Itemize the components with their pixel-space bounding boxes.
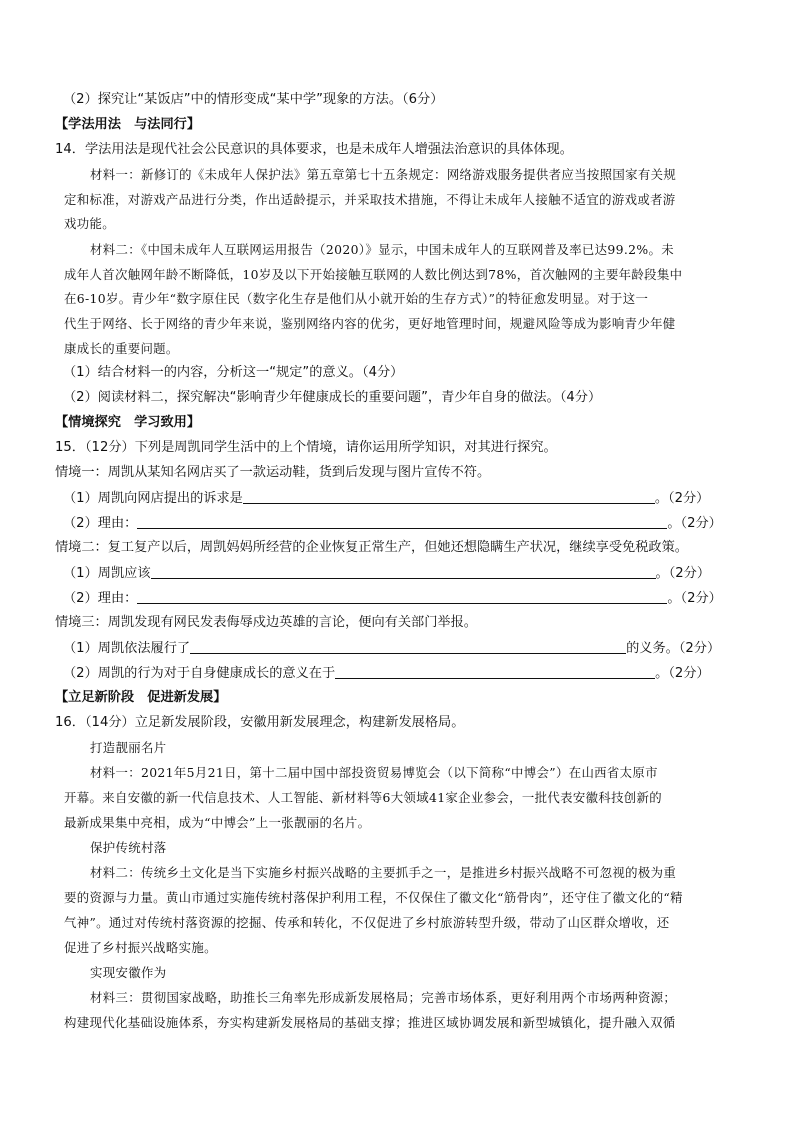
answer-blank[interactable] [151, 564, 656, 579]
score-mark: 。（2分） [655, 666, 710, 681]
q15-scene3: 情境三：周凯发现有网民发表侮辱戍边英雄的言论，便向有关部门举报。 [55, 615, 477, 630]
question-text: （2）周凯的行为对于自身健康成长的意义在于 [63, 666, 336, 681]
q15-s1-q2 [63, 514, 722, 533]
q16-material2-line: 要的资源与力量。黄山市通过实施传统村落保护利用工程，不仅保住了徽文化“筋骨肉”，还守住了徽文化的“精 [64, 890, 683, 905]
q14-part1: （1）结合材料一的内容，分析这一“规定”的意义。（4分） [63, 365, 404, 380]
q14-material1-line: 材料一：新修订的《未成年人保护法》第五章第七十五条规定：网络游戏服务提供者应当按照国家有关规 [90, 167, 677, 182]
answer-blank[interactable] [190, 639, 626, 654]
score-mark: 。（2分） [655, 566, 711, 581]
q16-material1-line: 最新成果集中亮相，成为“中博会”上一张靓丽的名片。 [64, 815, 371, 830]
score-mark: 。（2分） [667, 516, 722, 531]
answer-blank[interactable] [243, 489, 655, 504]
q16-subheading: 打造靓丽名片 [90, 740, 167, 755]
q16-material3-line: 构建现代化基础设施体系，夯实构建新发展格局的基础支撑；推进区域协调发展和新型城镇化，提升融入双循 [64, 1015, 676, 1030]
q15-stem: 15．（12分）下列是周凯同学生活中的上个情境，请你运用所学知识，对其进行探究。 [55, 440, 557, 455]
q14-material2-line: 康成长的重要问题。 [64, 341, 179, 356]
q15-s1-q1 [63, 489, 709, 508]
q16-subheading: 保护传统村落 [90, 840, 167, 855]
answer-blank[interactable] [137, 589, 667, 604]
q13-part2: （2）探究让“某饭店”中的情形变成“某中学”现象的方法。（6分） [63, 92, 444, 107]
question-text: （1）周凯应该 [63, 566, 151, 581]
q14-stem: 14．学法用法是现代社会公民意识的具体要求，也是未成年人增强法治意识的具体体现。 [55, 142, 573, 157]
q14-material1-line: 戏功能。 [64, 216, 115, 231]
q16-subheading: 实现安徽作为 [90, 965, 167, 980]
q14-material2-line: 代生于网络、长于网络的青少年来说，鉴别网络内容的优劣，更好地管理时间，规避风险等成为影响青少年健 [64, 316, 676, 331]
q16-material2-line: 促进了乡村振兴战略实施。 [64, 940, 217, 955]
q15-s3-q2 [63, 664, 710, 683]
score-mark: 。（2分） [667, 591, 722, 606]
answer-blank[interactable] [137, 514, 667, 529]
q14-material2-line: 在6-10岁。青少年“数字原住民（数字化生存是他们从小就开始的生存方式）”的特征愈发明显。对于这一 [64, 291, 649, 306]
q14-material2-line: 成年人首次触网年龄不断降低，10岁及以下开始接触互联网的人数比例达到78%，首次触网的主要年龄段集中 [64, 267, 683, 282]
q15-scene1: 情境一：周凯从某知名网店买了一款运动鞋，货到后发现与图片宣传不符。 [55, 465, 491, 480]
q16-material2-line: 气神”。通过对传统村落资源的挖掘、传承和转化，不仅促进了乡村旅游转型升级，带动了山区群众增收，还 [64, 915, 670, 930]
section-heading-development: 【立足新阶段 促进新发展】 [55, 690, 227, 705]
q16-material1-line: 材料一：2021年5月21日，第十二届中国中部投资贸易博览会（以下简称“中博会”）在山西省太原市 [90, 765, 658, 780]
score-mark: 的义务。（2分） [626, 641, 721, 656]
q14-part2: （2）阅读材料二，探究解决“影响青少年健康成长的重要问题”，青少年自身的做法。（4分） [63, 390, 602, 405]
q15-s3-q1 [63, 639, 720, 658]
q15-s2-q1 [63, 564, 710, 583]
question-text: （1）周凯向网店提出的诉求是 [63, 491, 243, 506]
q16-material2-line: 材料二：传统乡土文化是当下实施乡村振兴战略的主要抓手之一，是推进乡村振兴战略不可忽视的极为重 [90, 865, 677, 880]
q14-material1-line: 定和标准，对游戏产品进行分类，作出适龄提示，并采取技术措施，不得让未成年人接触不适宜的游戏或者游 [64, 192, 676, 207]
section-heading-law: 【学法用法 与法同行】 [55, 117, 201, 132]
q15-s2-q2 [63, 589, 722, 608]
score-mark: 。（2分） [654, 491, 710, 506]
q16-stem: 16．（14分）立足新发展阶段，安徽用新发展理念，构建新发展格局。 [55, 715, 465, 730]
section-heading-scenario: 【情境探究 学习致用】 [55, 415, 201, 430]
answer-blank[interactable] [335, 664, 655, 679]
question-text: （2）理由： [63, 516, 138, 531]
question-text: （2）理由： [63, 591, 138, 606]
q15-scene2: 情境二：复工复产以后，周凯妈妈所经营的企业恢复正常生产，但她还想隐瞒生产状况，继续享受免税政策。 [55, 540, 688, 555]
question-text: （1）周凯依法履行了 [63, 641, 191, 656]
q14-material2-line: 材料二：《中国未成年人互联网运用报告（2020）》显示，中国未成年人的互联网普及率已达99.2%。未 [90, 242, 675, 257]
q16-material3-line: 材料三：贯彻国家战略，助推长三角率先形成新发展格局；完善市场体系，更好利用两个市场两种资源； [90, 990, 677, 1005]
q16-material1-line: 开幕。来自安徽的新一代信息技术、人工智能、新材料等6大领域41家企业参会，一批代表安徽科技创新的 [64, 790, 663, 805]
